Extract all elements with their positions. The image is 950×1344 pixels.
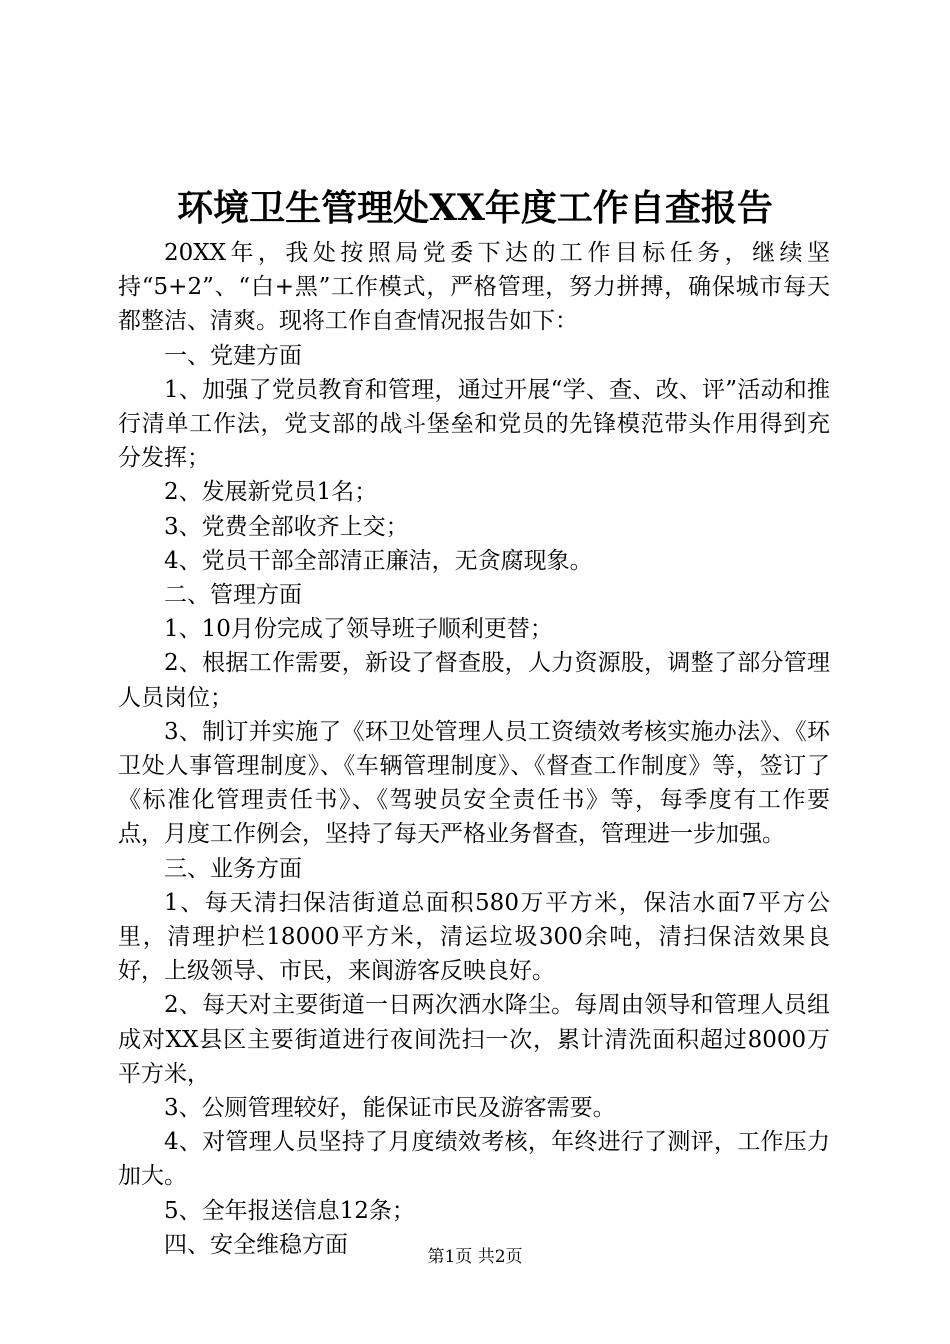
paragraph-item: 2、根据工作需要，新设了督查股，人力资源股，调整了部分管理人员岗位； xyxy=(118,650,830,711)
paragraph-item: 5、全年报送信息12条； xyxy=(164,1197,415,1224)
paragraph-item: 2、发展新党员1名； xyxy=(164,479,378,506)
paragraph-item: 3、制订并实施了《环卫处管理人员工资绩效考核实施办法》、《环卫处人事管理制度》、《车辆管理制度》、《督查工作制度》等，签订了《标准化管理责任书》、《驾驶员安全责任书》等，每季度有工作要点，月度工作例会，坚持了每天严格业务督查，管理进一步加强。 xyxy=(118,718,830,848)
paragraph-item: 4、党员干部全部清正廉洁，无贪腐现象。 xyxy=(164,547,593,574)
paragraph-item: 1、10月份完成了领导班子顺利更替； xyxy=(164,616,553,643)
heading-party-building: 一、党建方面 xyxy=(164,342,302,369)
paragraph-intro: 20XX年，我处按照局党委下达的工作目标任务，继续坚持“5+2”、“白+黑”工作模式，严格管理，努力拼搏，确保城市每天都整洁、清爽。现将工作自查情况报告如下： xyxy=(118,240,830,335)
document-body xyxy=(118,236,830,1262)
paragraph-item: 1、每天清扫保洁街道总面积580万平方米，保洁水面7平方公里，清理护栏18000平方米，清运垃圾300余吨，清扫保洁效果良好，上级领导、市民，来阆游客反映良好。 xyxy=(118,889,830,985)
paragraph-item: 3、公厕管理较好，能保证市民及游客需要。 xyxy=(164,1095,616,1122)
paragraph-item: 2、每天对主要街道一日两次洒水降尘。每周由领导和管理人员组成对XX县区主要街道进行夜间洗扫一次，累计清洗面积超过8000万平方米， xyxy=(118,992,830,1087)
page-footer: 第1页 共2页 xyxy=(427,1247,523,1267)
paragraph-item: 3、党费全部收齐上交； xyxy=(164,513,409,540)
paragraph-item: 4、对管理人员坚持了月度绩效考核，年终进行了测评，工作压力加大。 xyxy=(118,1129,830,1190)
paragraph-item: 1、加强了党员教育和管理，通过开展“学、查、改、评”活动和推行清单工作法，党支部的战斗堡垒和党员的先锋模范带头作用得到充分发挥； xyxy=(118,376,830,472)
heading-safety: 四、安全维稳方面 xyxy=(164,1231,348,1258)
heading-business: 三、业务方面 xyxy=(164,855,302,882)
document-title: 环境卫生管理处XX年度工作自查报告 xyxy=(177,187,773,229)
heading-management: 二、管理方面 xyxy=(164,582,302,609)
